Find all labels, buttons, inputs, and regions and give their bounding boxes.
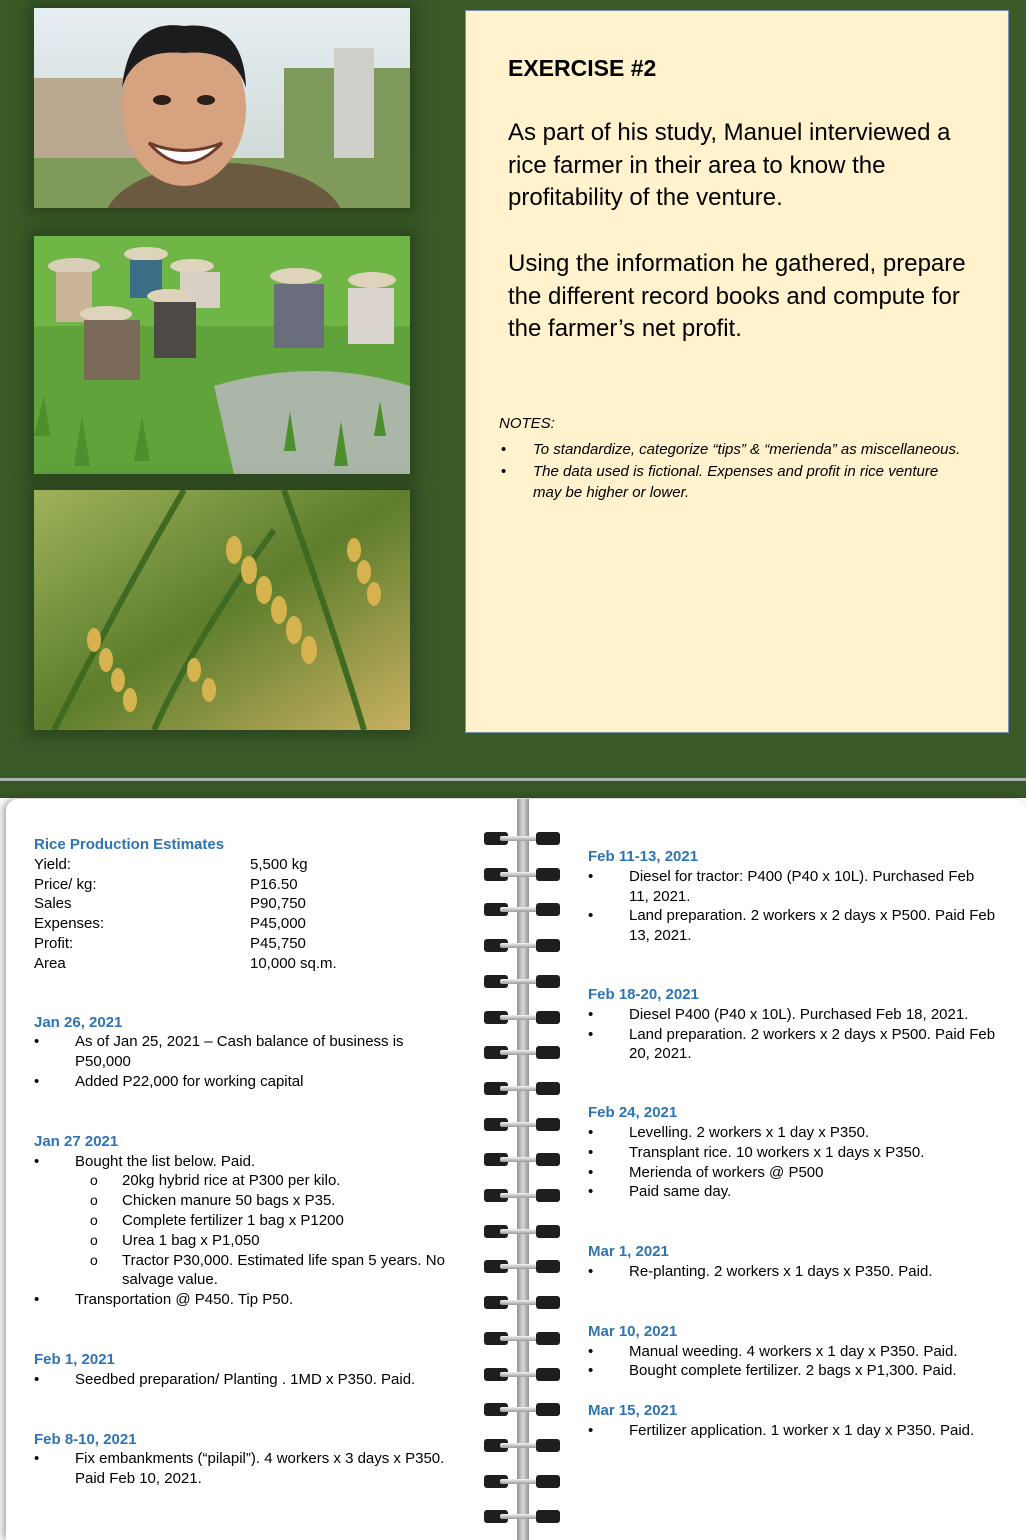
entry-items xyxy=(588,1421,998,1441)
entry-date: Mar 1, 2021 xyxy=(588,1243,669,1261)
estimate-value: P16.50 xyxy=(250,875,298,893)
rice-grains-closeup-photo xyxy=(34,490,410,730)
estimates-table xyxy=(34,855,337,974)
binding-ring xyxy=(484,1008,560,1028)
spiral-binding xyxy=(484,829,560,1539)
estimate-row xyxy=(34,875,337,895)
slide-divider xyxy=(0,778,1026,798)
entry-feb-1 xyxy=(34,1350,454,1390)
binding-ring xyxy=(484,829,560,849)
estimate-label: Price/ kg: xyxy=(34,875,97,893)
estimate-value: P45,000 xyxy=(250,915,306,933)
entry-items xyxy=(588,867,998,946)
notes-list xyxy=(499,439,969,504)
entry-feb-18-20 xyxy=(588,985,998,1064)
entry-items xyxy=(34,1449,454,1489)
entry-item: • Transportation @ P450. Tip P50. xyxy=(34,1290,454,1310)
binding-ring xyxy=(484,1436,560,1456)
estimate-value: 5,500 kg xyxy=(250,855,308,873)
binding-ring xyxy=(484,1257,560,1277)
entry-date: Jan 26, 2021 xyxy=(34,1013,123,1031)
rice-planting-farmers-photo xyxy=(34,236,410,474)
purchase-item: o Chicken manure 50 bags x P35. xyxy=(75,1191,454,1211)
entry-items xyxy=(588,1005,998,1064)
entry-item: • Seedbed preparation/ Planting . 1MD x P350. Paid. xyxy=(34,1370,454,1390)
entry-date: Mar 10, 2021 xyxy=(588,1322,678,1340)
entry-items xyxy=(588,1262,998,1282)
estimate-label: Yield: xyxy=(34,855,71,873)
entry-jan-26 xyxy=(34,1013,454,1092)
exercise-box xyxy=(465,10,1009,733)
binding-ring xyxy=(484,936,560,956)
entry-item-text: Bought the list below. Paid. xyxy=(75,1152,256,1170)
estimate-value: P45,750 xyxy=(250,934,306,952)
entry-items xyxy=(34,1032,454,1091)
entry-item: • Bought complete fertilizer. 2 bags x P1,300. Paid. xyxy=(588,1361,998,1381)
binding-ring xyxy=(484,1293,560,1313)
estimates-title: Rice Production Estimates xyxy=(34,836,225,853)
exercise-title: EXERCISE #2 xyxy=(508,55,657,81)
purchase-item: o Urea 1 bag x P1,050 xyxy=(75,1231,454,1251)
entry-item: • Fertilizer application. 1 worker x 1 day x P350. Paid. xyxy=(588,1421,998,1441)
entry-jan-27 xyxy=(34,1132,454,1310)
estimate-row xyxy=(34,954,337,974)
binding-ring xyxy=(484,1079,560,1099)
estimates-section xyxy=(34,835,454,974)
entry-items xyxy=(588,1123,998,1202)
binding-ring xyxy=(484,1329,560,1349)
purchase-list xyxy=(75,1171,454,1290)
entry-feb-11-13 xyxy=(588,847,998,946)
entry-items xyxy=(34,1370,454,1390)
entry-feb-24 xyxy=(588,1103,998,1202)
entry-item: • Diesel P400 (P40 x 10L). Purchased Feb 18, 2021. xyxy=(588,1005,998,1025)
exercise-paragraph-2: Using the information he gathered, prepare the different record books and compute for the farmer’s net profit. xyxy=(508,250,966,342)
binding-ring xyxy=(484,1186,560,1206)
binding-ring xyxy=(484,1507,560,1527)
binding-ring xyxy=(484,1222,560,1242)
purchase-item: o Tractor P30,000. Estimated life span 5 years. No salvage value. xyxy=(75,1251,454,1291)
note-item: • To standardize, categorize “tips” & “merienda” as miscellaneous. xyxy=(499,439,969,460)
purchase-item: o 20kg hybrid rice at P300 per kilo. xyxy=(75,1171,454,1191)
entry-date: Jan 27 2021 xyxy=(34,1132,119,1150)
entry-item: • As of Jan 25, 2021 – Cash balance of business is P50,000 xyxy=(34,1032,454,1072)
entry-date: Feb 18-20, 2021 xyxy=(588,985,699,1003)
binding-ring xyxy=(484,865,560,885)
estimate-label: Profit: xyxy=(34,934,74,952)
binding-ring xyxy=(484,1115,560,1135)
binding-ring xyxy=(484,900,560,920)
entry-item: • Added P22,000 for working capital xyxy=(34,1072,454,1092)
estimate-row xyxy=(34,934,337,954)
estimate-row xyxy=(34,914,337,934)
entry-item: • Manual weeding. 4 workers x 1 day x P350. Paid. xyxy=(588,1342,998,1362)
entry-items xyxy=(34,1152,454,1310)
entry-item: • Land preparation. 2 workers x 2 days x P500. Paid Feb 13, 2021. xyxy=(588,906,998,946)
entry-feb-8-10 xyxy=(34,1430,454,1489)
entry-date: Feb 1, 2021 xyxy=(34,1350,115,1368)
entry-item: • Re-planting. 2 workers x 1 days x P350. Paid. xyxy=(588,1262,998,1282)
estimate-row xyxy=(34,894,337,914)
binding-ring xyxy=(484,1150,560,1170)
binding-ring xyxy=(484,1472,560,1492)
entry-item: • Diesel for tractor: P400 (P40 x 10L). Purchased Feb 11, 2021. xyxy=(588,867,998,907)
entry-mar-15 xyxy=(588,1401,998,1441)
entry-item: • Land preparation. 2 workers x 2 days x P500. Paid Feb 20, 2021. xyxy=(588,1025,998,1065)
estimate-label: Expenses: xyxy=(34,915,105,933)
entry-item xyxy=(34,1152,454,1291)
estimate-value: 10,000 sq.m. xyxy=(250,954,337,972)
entry-item: • Merienda of workers @ P500 xyxy=(588,1163,998,1183)
binding-ring xyxy=(484,1365,560,1385)
notes-label: NOTES: xyxy=(499,415,555,432)
entry-date: Feb 8-10, 2021 xyxy=(34,1430,137,1448)
estimate-row xyxy=(34,855,337,875)
entry-item: • Fix embankments (“pilapil”). 4 workers x 3 days x P350. Paid Feb 10, 2021. xyxy=(34,1449,454,1489)
binding-ring xyxy=(484,972,560,992)
entry-items xyxy=(588,1342,998,1382)
entry-date: Mar 15, 2021 xyxy=(588,1402,678,1420)
notebook-page xyxy=(6,799,1026,1540)
entry-mar-1 xyxy=(588,1242,998,1282)
entry-item: • Transplant rice. 10 workers x 1 days x P350. xyxy=(588,1143,998,1163)
entry-mar-10 xyxy=(588,1322,998,1381)
estimate-label: Sales xyxy=(34,895,72,913)
estimate-value: P90,750 xyxy=(250,895,306,913)
note-item: • The data used is fictional. Expenses and profit in rice venture may be higher or lower. xyxy=(499,461,969,503)
estimate-label: Area xyxy=(34,954,66,972)
entry-item: • Levelling. 2 workers x 1 day x P350. xyxy=(588,1123,998,1143)
binding-ring xyxy=(484,1400,560,1420)
smiling-young-man-photo xyxy=(34,8,410,208)
exercise-paragraph-1: As part of his study, Manuel interviewed a rice farmer in their area to know the profitability of the venture. xyxy=(508,119,951,211)
entry-item: • Paid same day. xyxy=(588,1182,998,1202)
right-column xyxy=(588,847,998,1441)
left-column xyxy=(34,835,454,1489)
entry-date: Feb 11-13, 2021 xyxy=(588,848,699,865)
entry-date: Feb 24, 2021 xyxy=(588,1104,678,1122)
binding-ring xyxy=(484,1043,560,1063)
purchase-item: o Complete fertilizer 1 bag x P1200 xyxy=(75,1211,454,1231)
